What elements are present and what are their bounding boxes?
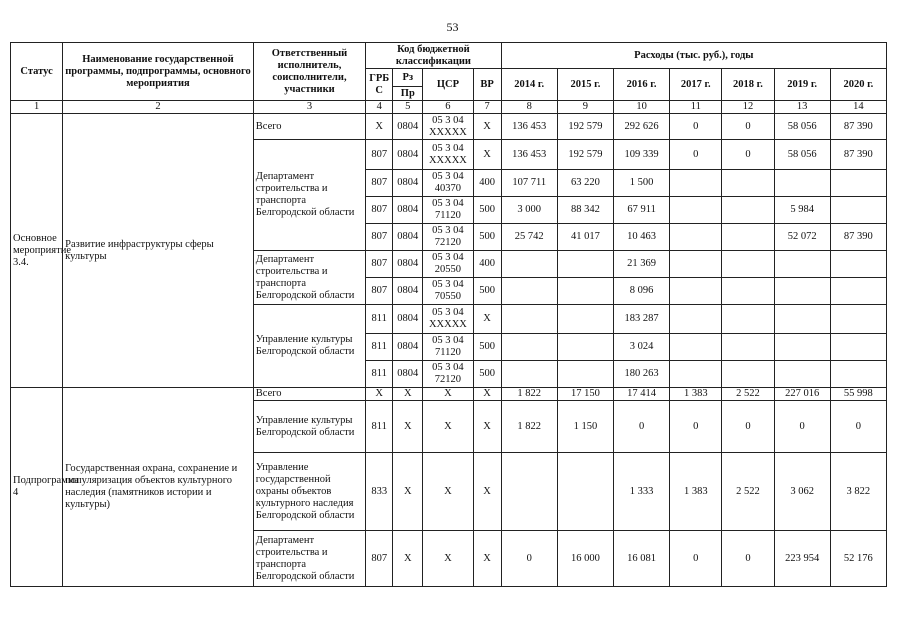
amount-cell: 109 339: [614, 140, 670, 170]
header-year: 2019 г.: [774, 69, 830, 101]
header-year: 2014 г.: [501, 69, 557, 101]
csr-cell: 05 3 04 71120: [423, 197, 473, 224]
vr-cell: 500: [473, 197, 501, 224]
grbs-cell: 811: [366, 334, 393, 361]
column-index: 8: [501, 101, 557, 114]
amount-cell: [722, 361, 774, 388]
amount-cell: 58 056: [774, 140, 830, 170]
amount-cell: 16 000: [557, 531, 613, 587]
column-index: 4: [366, 101, 393, 114]
amount-cell: [670, 334, 722, 361]
amount-cell: 55 998: [830, 388, 886, 401]
amount-cell: 52 176: [830, 531, 886, 587]
grbs-cell: Х: [366, 388, 393, 401]
amount-cell: 183 287: [614, 305, 670, 334]
amount-cell: [501, 305, 557, 334]
rz-pr-cell: Х: [393, 453, 423, 531]
grbs-cell: 807: [366, 278, 393, 305]
column-index: 14: [830, 101, 886, 114]
amount-cell: 0: [670, 114, 722, 140]
csr-cell: 05 3 04 72120: [423, 361, 473, 388]
amount-cell: 1 822: [501, 388, 557, 401]
vr-cell: 500: [473, 361, 501, 388]
amount-cell: 180 263: [614, 361, 670, 388]
grbs-cell: 807: [366, 251, 393, 278]
csr-cell: Х: [423, 453, 473, 531]
column-index: 11: [670, 101, 722, 114]
grbs-cell: 807: [366, 224, 393, 251]
rz-pr-cell: Х: [393, 531, 423, 587]
grbs-cell: 833: [366, 453, 393, 531]
amount-cell: [557, 305, 613, 334]
amount-cell: [670, 170, 722, 197]
amount-cell: 227 016: [774, 388, 830, 401]
header-vr: ВР: [473, 69, 501, 101]
rz-pr-cell: 0804: [393, 170, 423, 197]
status-cell: Основное мероприятие 3.4.: [11, 114, 63, 388]
amount-cell: 136 453: [501, 114, 557, 140]
column-index: 10: [614, 101, 670, 114]
vr-cell: Х: [473, 140, 501, 170]
amount-cell: [722, 251, 774, 278]
amount-cell: [722, 197, 774, 224]
vr-cell: Х: [473, 305, 501, 334]
budget-table: [10, 42, 887, 587]
grbs-cell: 807: [366, 170, 393, 197]
amount-cell: 3 822: [830, 453, 886, 531]
amount-cell: [501, 334, 557, 361]
vr-cell: Х: [473, 114, 501, 140]
rz-pr-cell: 0804: [393, 197, 423, 224]
amount-cell: 1 383: [670, 453, 722, 531]
amount-cell: [722, 170, 774, 197]
vr-cell: 500: [473, 334, 501, 361]
column-index: 13: [774, 101, 830, 114]
vr-cell: Х: [473, 401, 501, 453]
rz-pr-cell: Х: [393, 388, 423, 401]
csr-cell: 05 3 04 72120: [423, 224, 473, 251]
amount-cell: 87 390: [830, 140, 886, 170]
responsible-cell: Всего: [253, 114, 365, 140]
amount-cell: 21 369: [614, 251, 670, 278]
responsible-cell: Департамент строительства и транспорта Белгородской области: [253, 531, 365, 587]
amount-cell: [774, 334, 830, 361]
amount-cell: 0: [722, 114, 774, 140]
csr-cell: 05 3 04 ХХХХХ: [423, 140, 473, 170]
amount-cell: [670, 251, 722, 278]
responsible-cell: Департамент строительства и транспорта Белгородской области: [253, 251, 365, 305]
vr-cell: Х: [473, 531, 501, 587]
amount-cell: 0: [722, 140, 774, 170]
program-name-cell: Государственная охрана, сохранение и популяризация объектов культурного наследия (памятников истории и культуры): [63, 388, 254, 587]
header-year: 2017 г.: [670, 69, 722, 101]
amount-cell: 0: [830, 401, 886, 453]
header-csr: ЦСР: [423, 69, 473, 101]
amount-cell: 87 390: [830, 114, 886, 140]
amount-cell: [557, 361, 613, 388]
amount-cell: [774, 305, 830, 334]
rz-pr-cell: 0804: [393, 278, 423, 305]
csr-cell: 05 3 04 ХХХХХ: [423, 114, 473, 140]
header-grbs: ГРБ С: [366, 69, 393, 101]
amount-cell: 3 062: [774, 453, 830, 531]
vr-cell: Х: [473, 388, 501, 401]
column-index: 5: [393, 101, 423, 114]
amount-cell: [670, 197, 722, 224]
responsible-cell: Управление государственной охраны объектов культурного наследия Белгородской области: [253, 453, 365, 531]
amount-cell: 3 000: [501, 197, 557, 224]
column-index: 7: [473, 101, 501, 114]
header-budget-code: Код бюджетной классификации: [366, 43, 501, 69]
column-index: 3: [253, 101, 365, 114]
responsible-cell: Всего: [253, 388, 365, 401]
grbs-cell: 807: [366, 197, 393, 224]
amount-cell: 107 711: [501, 170, 557, 197]
amount-cell: 0: [670, 531, 722, 587]
amount-cell: [501, 361, 557, 388]
amount-cell: [774, 170, 830, 197]
csr-cell: 05 3 04 70550: [423, 278, 473, 305]
amount-cell: 136 453: [501, 140, 557, 170]
amount-cell: 0: [501, 531, 557, 587]
grbs-cell: 811: [366, 305, 393, 334]
amount-cell: 63 220: [557, 170, 613, 197]
amount-cell: 87 390: [830, 224, 886, 251]
amount-cell: [670, 361, 722, 388]
amount-cell: [830, 197, 886, 224]
column-index: 12: [722, 101, 774, 114]
vr-cell: 400: [473, 251, 501, 278]
column-index: 2: [63, 101, 254, 114]
vr-cell: 400: [473, 170, 501, 197]
amount-cell: [557, 278, 613, 305]
column-index: 6: [423, 101, 473, 114]
amount-cell: [501, 453, 557, 531]
amount-cell: [830, 278, 886, 305]
rz-pr-cell: 0804: [393, 305, 423, 334]
table-body: [11, 114, 887, 587]
amount-cell: 1 500: [614, 170, 670, 197]
amount-cell: 1 333: [614, 453, 670, 531]
amount-cell: [830, 361, 886, 388]
amount-cell: [830, 251, 886, 278]
amount-cell: 0: [670, 140, 722, 170]
amount-cell: 0: [722, 401, 774, 453]
amount-cell: [501, 251, 557, 278]
amount-cell: [774, 251, 830, 278]
header-expenses: Расходы (тыс. руб.), годы: [501, 43, 886, 69]
rz-pr-cell: Х: [393, 401, 423, 453]
rz-pr-cell: 0804: [393, 114, 423, 140]
amount-cell: [722, 224, 774, 251]
amount-cell: [830, 305, 886, 334]
amount-cell: 0: [722, 531, 774, 587]
program-name-cell: Развитие инфраструктуры сферы культуры: [63, 114, 254, 388]
amount-cell: 192 579: [557, 140, 613, 170]
amount-cell: 1 822: [501, 401, 557, 453]
vr-cell: 500: [473, 278, 501, 305]
header-rz: Рз: [393, 69, 423, 87]
column-index-row: [11, 101, 887, 114]
amount-cell: [557, 334, 613, 361]
amount-cell: 292 626: [614, 114, 670, 140]
rz-pr-cell: 0804: [393, 224, 423, 251]
amount-cell: 5 984: [774, 197, 830, 224]
rz-pr-cell: 0804: [393, 334, 423, 361]
rz-pr-cell: 0804: [393, 140, 423, 170]
grbs-cell: 811: [366, 401, 393, 453]
amount-cell: 58 056: [774, 114, 830, 140]
amount-cell: 25 742: [501, 224, 557, 251]
amount-cell: [670, 278, 722, 305]
amount-cell: [670, 224, 722, 251]
amount-cell: 223 954: [774, 531, 830, 587]
amount-cell: 17 414: [614, 388, 670, 401]
amount-cell: [722, 278, 774, 305]
amount-cell: 2 522: [722, 388, 774, 401]
column-index: 1: [11, 101, 63, 114]
csr-cell: 05 3 04 71120: [423, 334, 473, 361]
amount-cell: 1 150: [557, 401, 613, 453]
grbs-cell: 807: [366, 140, 393, 170]
header-status: Статус: [11, 43, 63, 101]
rz-pr-cell: 0804: [393, 251, 423, 278]
header-responsible: Ответственный исполнитель, соисполнители, участники: [253, 43, 365, 101]
csr-cell: 05 3 04 40370: [423, 170, 473, 197]
header-year: 2016 г.: [614, 69, 670, 101]
amount-cell: [670, 305, 722, 334]
header-year: 2020 г.: [830, 69, 886, 101]
amount-cell: 0: [774, 401, 830, 453]
amount-cell: [774, 361, 830, 388]
csr-cell: 05 3 04 20550: [423, 251, 473, 278]
table-row: [11, 114, 887, 140]
page-number: 53: [446, 20, 459, 34]
amount-cell: [722, 334, 774, 361]
amount-cell: [830, 170, 886, 197]
csr-cell: Х: [423, 531, 473, 587]
amount-cell: 8 096: [614, 278, 670, 305]
amount-cell: 67 911: [614, 197, 670, 224]
responsible-cell: Управление культуры Белгородской области: [253, 401, 365, 453]
header-year: 2015 г.: [557, 69, 613, 101]
csr-cell: Х: [423, 388, 473, 401]
amount-cell: 16 081: [614, 531, 670, 587]
header-name: Наименование государственной программы, подпрограммы, основного мероприятия: [63, 43, 254, 101]
grbs-cell: 811: [366, 361, 393, 388]
amount-cell: [722, 305, 774, 334]
amount-cell: 1 383: [670, 388, 722, 401]
amount-cell: 0: [614, 401, 670, 453]
amount-cell: [557, 251, 613, 278]
csr-cell: Х: [423, 401, 473, 453]
amount-cell: 0: [670, 401, 722, 453]
amount-cell: 192 579: [557, 114, 613, 140]
column-index: 9: [557, 101, 613, 114]
amount-cell: [830, 334, 886, 361]
amount-cell: 88 342: [557, 197, 613, 224]
amount-cell: 10 463: [614, 224, 670, 251]
header-year: 2018 г.: [722, 69, 774, 101]
grbs-cell: 807: [366, 531, 393, 587]
amount-cell: [774, 278, 830, 305]
amount-cell: 2 522: [722, 453, 774, 531]
vr-cell: 500: [473, 224, 501, 251]
header-pr: Пр: [393, 87, 423, 101]
responsible-cell: Департамент строительства и транспорта Белгородской области: [253, 140, 365, 251]
responsible-cell: Управление культуры Белгородской области: [253, 305, 365, 388]
amount-cell: 3 024: [614, 334, 670, 361]
amount-cell: 52 072: [774, 224, 830, 251]
amount-cell: 17 150: [557, 388, 613, 401]
amount-cell: [557, 453, 613, 531]
vr-cell: Х: [473, 453, 501, 531]
csr-cell: 05 3 04 ХХХХХ: [423, 305, 473, 334]
amount-cell: [501, 278, 557, 305]
status-cell: Подпрограмма 4: [11, 388, 63, 587]
rz-pr-cell: 0804: [393, 361, 423, 388]
grbs-cell: Х: [366, 114, 393, 140]
amount-cell: 41 017: [557, 224, 613, 251]
table-row: [11, 388, 887, 401]
